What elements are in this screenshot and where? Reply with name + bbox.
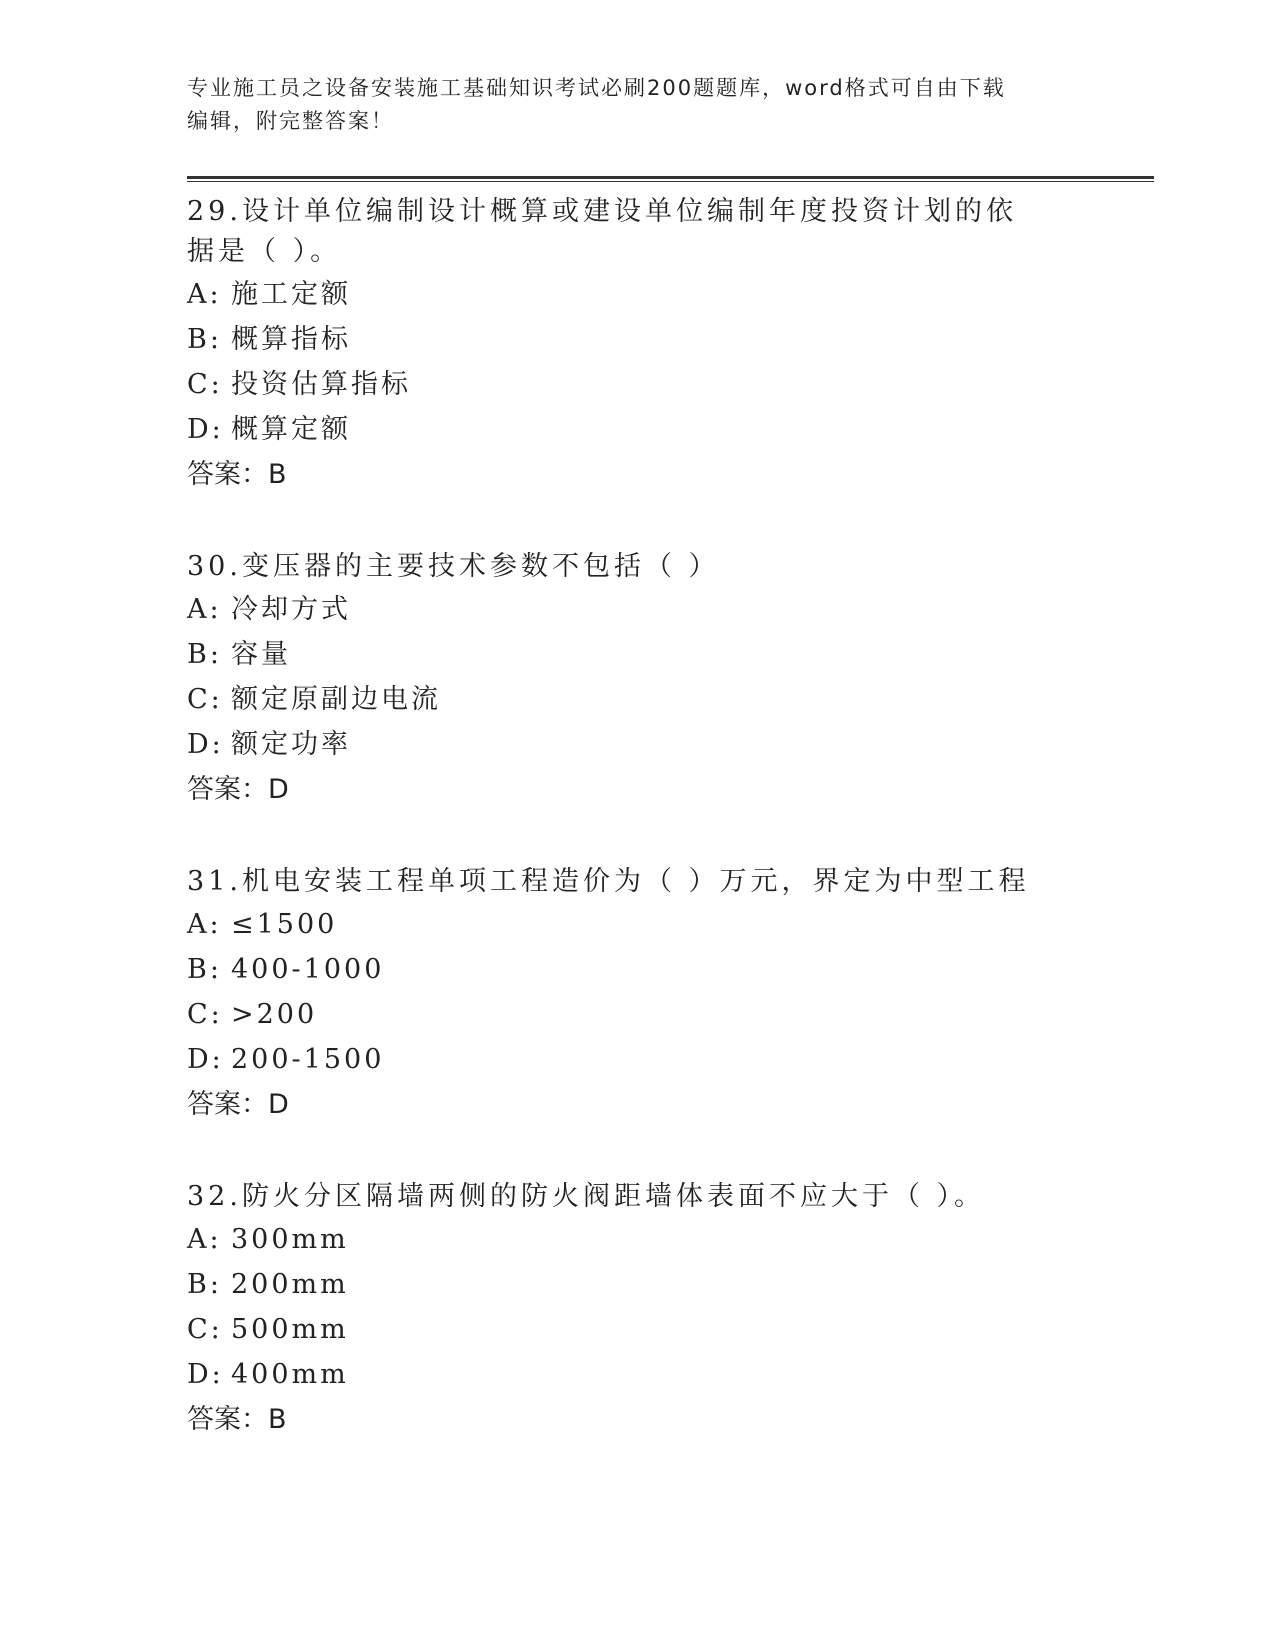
question-31 bbox=[187, 860, 1087, 1127]
option-c bbox=[187, 1307, 1087, 1352]
option-a bbox=[187, 272, 1087, 317]
option-letter: B: bbox=[187, 954, 222, 985]
option-letter: D: bbox=[187, 729, 224, 760]
question-stem: 32.防火分区隔墙两侧的防火阀距墙体表面不应大于（ ）。 bbox=[187, 1181, 986, 1212]
option-d bbox=[187, 407, 1087, 452]
answer-line: 答案：B bbox=[187, 459, 287, 490]
header-title-line-2: 编辑，附完整答案！ bbox=[187, 109, 394, 133]
option-a bbox=[187, 587, 1087, 632]
header-divider-thick bbox=[187, 176, 1154, 179]
option-text: ≤1500 bbox=[231, 909, 338, 940]
option-text: 概算定额 bbox=[231, 414, 351, 445]
question-list bbox=[187, 190, 1087, 1442]
option-text: 400mm bbox=[231, 1359, 349, 1390]
option-letter: A: bbox=[187, 909, 222, 940]
question-29 bbox=[187, 190, 1087, 497]
option-letter: B: bbox=[187, 1269, 222, 1300]
option-letter: C: bbox=[187, 369, 223, 400]
option-c bbox=[187, 362, 1087, 407]
option-b bbox=[187, 1262, 1087, 1307]
option-text: 400-1000 bbox=[231, 954, 385, 985]
option-letter: D: bbox=[187, 414, 224, 445]
option-text: 500mm bbox=[231, 1314, 349, 1345]
option-text: 投资估算指标 bbox=[231, 369, 411, 400]
option-c bbox=[187, 992, 1087, 1037]
option-letter: C: bbox=[187, 999, 223, 1030]
option-text: 施工定额 bbox=[231, 279, 351, 310]
option-letter: B: bbox=[187, 324, 222, 355]
option-text: 200-1500 bbox=[231, 1044, 385, 1075]
option-a bbox=[187, 1217, 1087, 1262]
answer-line: 答案：D bbox=[187, 1089, 289, 1120]
option-letter: B: bbox=[187, 639, 222, 670]
option-letter: C: bbox=[187, 1314, 223, 1345]
option-text: 冷却方式 bbox=[231, 594, 351, 625]
question-stem: 29.设计单位编制设计概算或建设单位编制年度投资计划的依据是（ ）。 bbox=[187, 196, 1017, 267]
option-c bbox=[187, 677, 1087, 722]
option-d bbox=[187, 722, 1087, 767]
option-letter: C: bbox=[187, 684, 223, 715]
question-32 bbox=[187, 1175, 1087, 1442]
option-text: 200mm bbox=[231, 1269, 349, 1300]
option-letter: A: bbox=[187, 1224, 222, 1255]
answer-line: 答案：B bbox=[187, 1404, 287, 1435]
answer-line: 答案：D bbox=[187, 774, 289, 805]
option-text: 额定原副边电流 bbox=[231, 684, 441, 715]
question-spacer bbox=[187, 812, 1087, 860]
option-letter: D: bbox=[187, 1044, 224, 1075]
option-text: >200 bbox=[231, 999, 318, 1030]
option-letter: D: bbox=[187, 1359, 224, 1390]
option-b bbox=[187, 947, 1087, 992]
option-b bbox=[187, 632, 1087, 677]
option-text: 容量 bbox=[231, 639, 291, 670]
option-letter: A: bbox=[187, 594, 222, 625]
question-stem: 30.变压器的主要技术参数不包括（ ） bbox=[187, 551, 720, 582]
question-stem: 31.机电安装工程单项工程造价为（ ）万元，界定为中型工程 bbox=[187, 866, 1030, 897]
option-letter: A: bbox=[187, 279, 222, 310]
header-title-line-1: 专业施工员之设备安装施工基础知识考试必刷200题题库，word格式可自由下载 bbox=[187, 76, 1006, 100]
question-30 bbox=[187, 545, 1087, 812]
option-text: 额定功率 bbox=[231, 729, 351, 760]
option-a bbox=[187, 902, 1087, 947]
header-divider-thin bbox=[187, 181, 1154, 182]
option-d bbox=[187, 1352, 1087, 1397]
document-header bbox=[187, 72, 1087, 138]
question-spacer bbox=[187, 1127, 1087, 1175]
option-text: 概算指标 bbox=[231, 324, 351, 355]
option-d bbox=[187, 1037, 1087, 1082]
question-spacer bbox=[187, 497, 1087, 545]
option-text: 300mm bbox=[231, 1224, 349, 1255]
option-b bbox=[187, 317, 1087, 362]
